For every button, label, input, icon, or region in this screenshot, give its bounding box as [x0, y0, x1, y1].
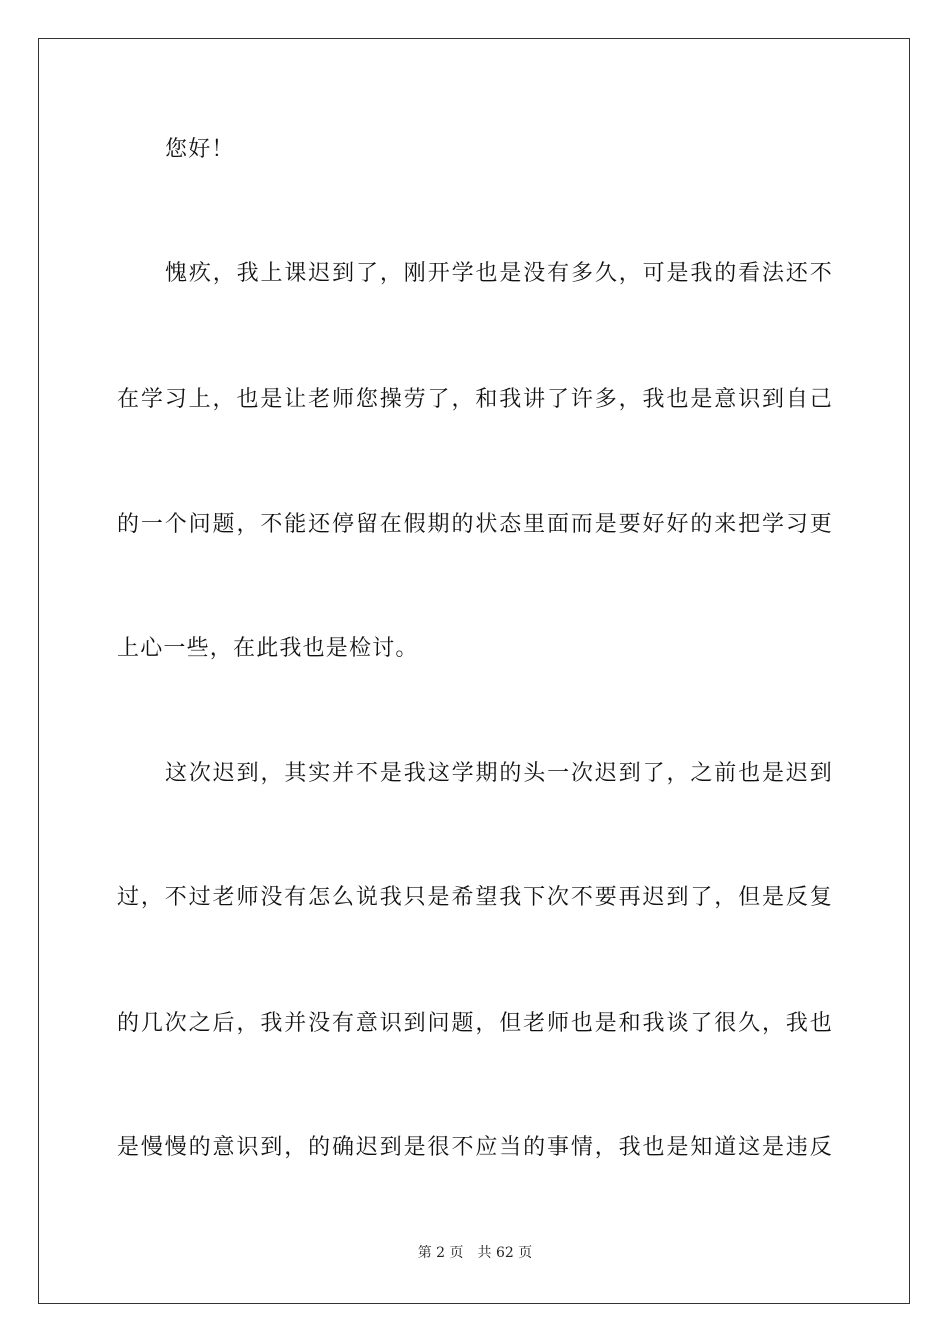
body-line-1: 愧疚，我上课迟到了，刚开学也是没有多久，可是我的看法还不 — [165, 261, 833, 286]
body-line-8: 是慢慢的意识到，的确迟到是很不应当的事情，我也是知道这是违反 — [117, 1135, 833, 1160]
page-number: 第 2 页 — [417, 1245, 464, 1261]
body-line-3: 的一个问题，不能还停留在假期的状态里面而是要好好的来把学习更 — [117, 512, 833, 537]
page-footer — [0, 1244, 950, 1262]
body-line-5: 这次迟到，其实并不是我这学期的头一次迟到了，之前也是迟到 — [165, 761, 833, 786]
body-line-4: 上心一些，在此我也是检讨。 — [117, 636, 419, 661]
page-total: 共 62 页 — [477, 1245, 533, 1261]
body-line-6: 过，不过老师没有怎么说我只是希望我下次不要再迟到了，但是反复 — [117, 885, 833, 910]
body-line-7: 的几次之后，我并没有意识到问题，但老师也是和我谈了很久，我也 — [117, 1011, 833, 1036]
page-border — [38, 38, 910, 1304]
greeting: 您好！ — [165, 137, 235, 162]
body-line-2: 在学习上，也是让老师您操劳了，和我讲了许多，我也是意识到自己 — [117, 387, 833, 412]
